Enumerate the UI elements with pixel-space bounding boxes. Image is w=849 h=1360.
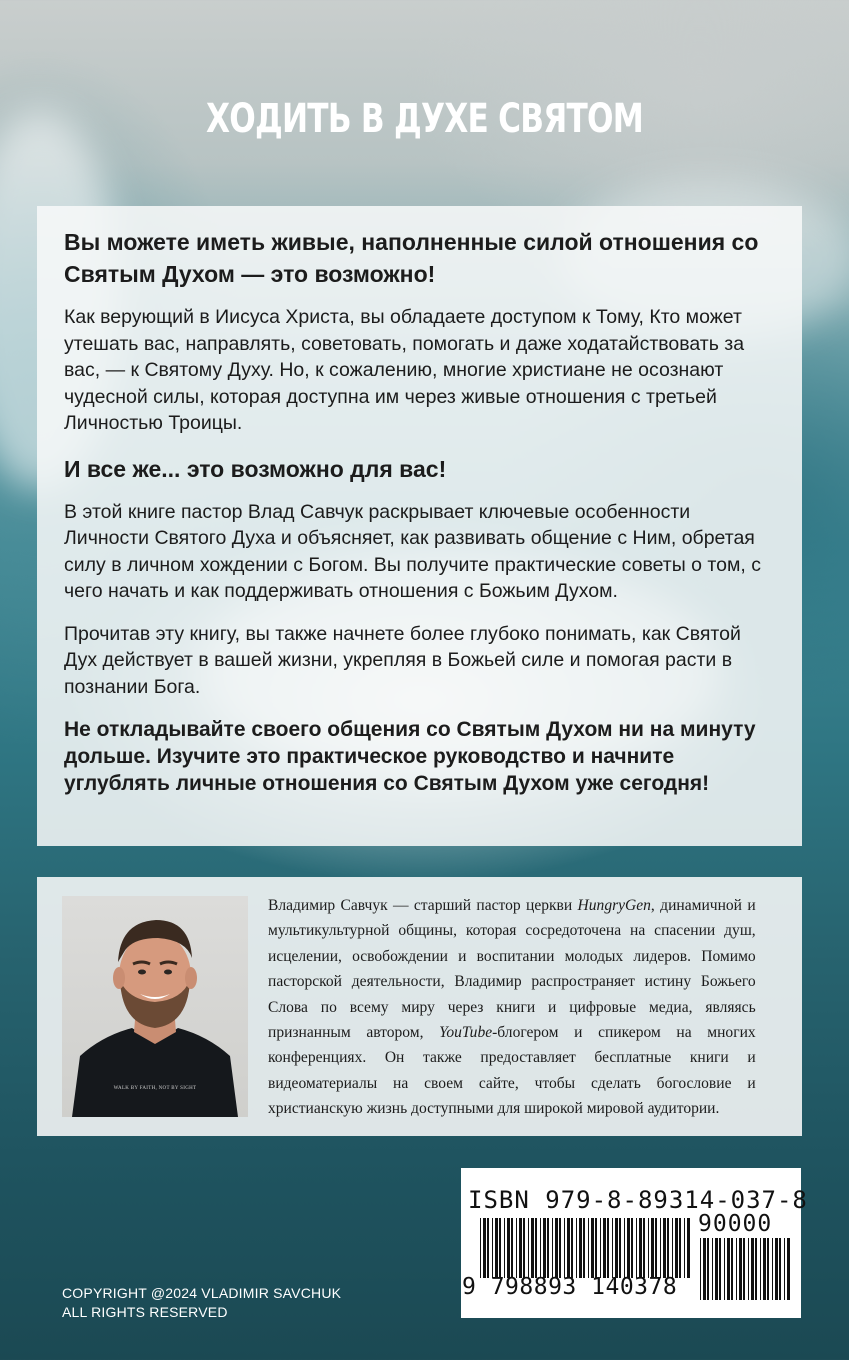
blurb-paragraph-3: Прочитав эту книгу, вы также начнете более глубоко понимать, как Святой Дух действует в вашей жизни, укрепляя в Божьей силе и помогая расти в познании Бога. xyxy=(64,622,741,698)
barcode-bar xyxy=(603,1218,606,1278)
barcode-bar xyxy=(588,1218,589,1278)
blurb-heading-2: И все же... это возможно для вас! xyxy=(64,455,447,482)
blurb-paragraph-2: В этой книге пастор Влад Савчук раскрывает ключевые особенности Личности Святого Духа и объясняет, как развивать общение с Ним, обретая силу в личном хождении с Богом. Вы получите практические советы о том, с чего начать и как поддерживать отношения с Божьим Духом. xyxy=(64,500,761,602)
barcode-bar xyxy=(736,1238,737,1300)
author-bio xyxy=(268,893,756,1122)
barcode-bar xyxy=(499,1218,501,1278)
barcode-bar xyxy=(535,1218,537,1278)
barcode-bar xyxy=(679,1218,681,1278)
barcode-bar xyxy=(567,1218,570,1278)
barcode-addon-digits: 90000 xyxy=(698,1211,773,1237)
barcode-bar xyxy=(607,1218,609,1278)
barcode-bar xyxy=(643,1218,645,1278)
barcode-bar xyxy=(487,1218,489,1278)
barcode-bar xyxy=(504,1218,505,1278)
barcode-bar xyxy=(492,1218,493,1278)
barcode-bar xyxy=(540,1218,541,1278)
barcode-bar xyxy=(724,1238,725,1300)
bio-text: -блогером и спикером на многих конференциях. Он также предоставляет бесплатные книги и видеоматериалы на своем сайте, чтобы сделать богословие и христианскую жизнь доступными для широкой мировой аудитории. xyxy=(268,1023,756,1118)
barcode-bar xyxy=(615,1218,618,1278)
barcode-bar xyxy=(480,1218,481,1278)
barcode-bar xyxy=(672,1218,673,1278)
author-portrait-icon xyxy=(62,896,248,1117)
barcode-bar xyxy=(552,1218,553,1278)
barcode-bar xyxy=(591,1218,594,1278)
copyright xyxy=(62,1284,341,1322)
barcode-bar xyxy=(748,1238,749,1300)
barcode-bar xyxy=(619,1218,621,1278)
barcode-bar xyxy=(511,1218,513,1278)
barcode-bar xyxy=(743,1238,745,1300)
barcode-bar xyxy=(667,1218,669,1278)
barcode-digits: 9 798893 140378 xyxy=(462,1274,678,1300)
barcode-addon-bars xyxy=(700,1238,792,1300)
barcode-bar xyxy=(767,1238,769,1300)
barcode-bar xyxy=(519,1218,522,1278)
bio-text: Владимир Савчук — старший пастор церкви xyxy=(268,896,578,914)
barcode-bar xyxy=(555,1218,558,1278)
barcode-bar xyxy=(751,1238,754,1300)
blurb-paragraph-1: Как верующий в Иисуса Христа, вы обладаете доступом к Тому, Кто может утешать вас, направлять, советовать, помогать и даже ходатайствовать за вас, — к Святому Духу. Но, к сожалению, многие христиане не осознают чудесной силы, которая доступна им через живые отношения с третьей Личностью Троицы. xyxy=(64,306,745,434)
author-photo xyxy=(62,896,248,1117)
barcode-bar xyxy=(528,1218,529,1278)
barcode-bar xyxy=(660,1218,661,1278)
copyright-line-1: COPYRIGHT @2024 VLADIMIR SAVCHUK xyxy=(62,1285,342,1301)
barcode-bar xyxy=(763,1238,766,1300)
barcode-bar xyxy=(543,1218,546,1278)
barcode-bar xyxy=(727,1238,730,1300)
barcode-bar xyxy=(571,1218,573,1278)
barcode-bar xyxy=(772,1238,773,1300)
barcode-bar xyxy=(684,1218,685,1278)
barcode-bar xyxy=(779,1238,781,1300)
barcode-bar xyxy=(787,1238,790,1300)
barcode-bar xyxy=(579,1218,582,1278)
isbn-label: ISBN 979-8-89314-037-8 xyxy=(468,1186,808,1214)
barcode-bar xyxy=(507,1218,510,1278)
barcode-bars xyxy=(480,1218,690,1278)
barcode-bar xyxy=(523,1218,525,1278)
barcode-bar xyxy=(627,1218,630,1278)
copyright-line-2: ALL RIGHTS RESERVED xyxy=(62,1304,228,1320)
barcode-bar xyxy=(648,1218,649,1278)
barcode-bar xyxy=(576,1218,577,1278)
barcode-bar xyxy=(775,1238,778,1300)
barcode-bar xyxy=(675,1218,678,1278)
barcode-bar xyxy=(731,1238,733,1300)
barcode-bar xyxy=(564,1218,565,1278)
barcode-bar xyxy=(784,1238,785,1300)
barcode-bar xyxy=(651,1218,654,1278)
cover-title: ХОДИТЬ В ДУХЕ СВЯТОМ xyxy=(205,96,644,142)
barcode-bar xyxy=(559,1218,561,1278)
barcode-bar xyxy=(531,1218,534,1278)
barcode-bar xyxy=(719,1238,721,1300)
barcode-bar xyxy=(631,1218,633,1278)
barcode-bar xyxy=(760,1238,761,1300)
barcode-bar xyxy=(739,1238,742,1300)
barcode-bar xyxy=(700,1238,701,1300)
barcode-bar xyxy=(663,1218,666,1278)
barcode-bar xyxy=(483,1218,486,1278)
blurb-heading-1: Вы можете иметь живые, наполненные силой отношения со Святым Духом — это возможно! xyxy=(64,229,759,287)
barcode-bar xyxy=(712,1238,713,1300)
barcode-bar xyxy=(687,1218,690,1278)
blurb-content xyxy=(64,226,764,797)
shirt-text: WALK BY FAITH, NOT BY SIGHT xyxy=(113,1086,197,1091)
bio-text: , динамичной и мультикультурной общины, которая сосредоточена на спасении душ, исцелении, освобождении и воспитании молодых лидеров. Помимо пасторской деятельности, Владимир распространяет истину Божьего Слова по всему миру через книги и цифровые медиа, являясь признанным автором, xyxy=(268,896,756,1042)
barcode-bar xyxy=(547,1218,549,1278)
barcode-bar xyxy=(636,1218,637,1278)
barcode-bar xyxy=(595,1218,597,1278)
barcode-bar xyxy=(703,1238,706,1300)
platform-name: YouTube xyxy=(439,1023,493,1042)
barcode-bar xyxy=(516,1218,517,1278)
barcode-bar xyxy=(495,1218,498,1278)
barcode-bar xyxy=(655,1218,657,1278)
barcode-bar xyxy=(600,1218,601,1278)
blurb-closing: Не откладывайте своего общения со Святым Духом ни на минуту дольше. Изучите это практическое руководство и начните углублять личные отношения со Святым Духом уже сегодня! xyxy=(64,718,756,795)
barcode-bar xyxy=(612,1218,613,1278)
barcode-bar xyxy=(639,1218,642,1278)
barcode-bar xyxy=(624,1218,625,1278)
church-name: HungryGen xyxy=(577,896,651,914)
barcode-bar xyxy=(715,1238,718,1300)
barcode-bar xyxy=(583,1218,585,1278)
barcode-bar xyxy=(755,1238,757,1300)
barcode-bar xyxy=(707,1238,709,1300)
